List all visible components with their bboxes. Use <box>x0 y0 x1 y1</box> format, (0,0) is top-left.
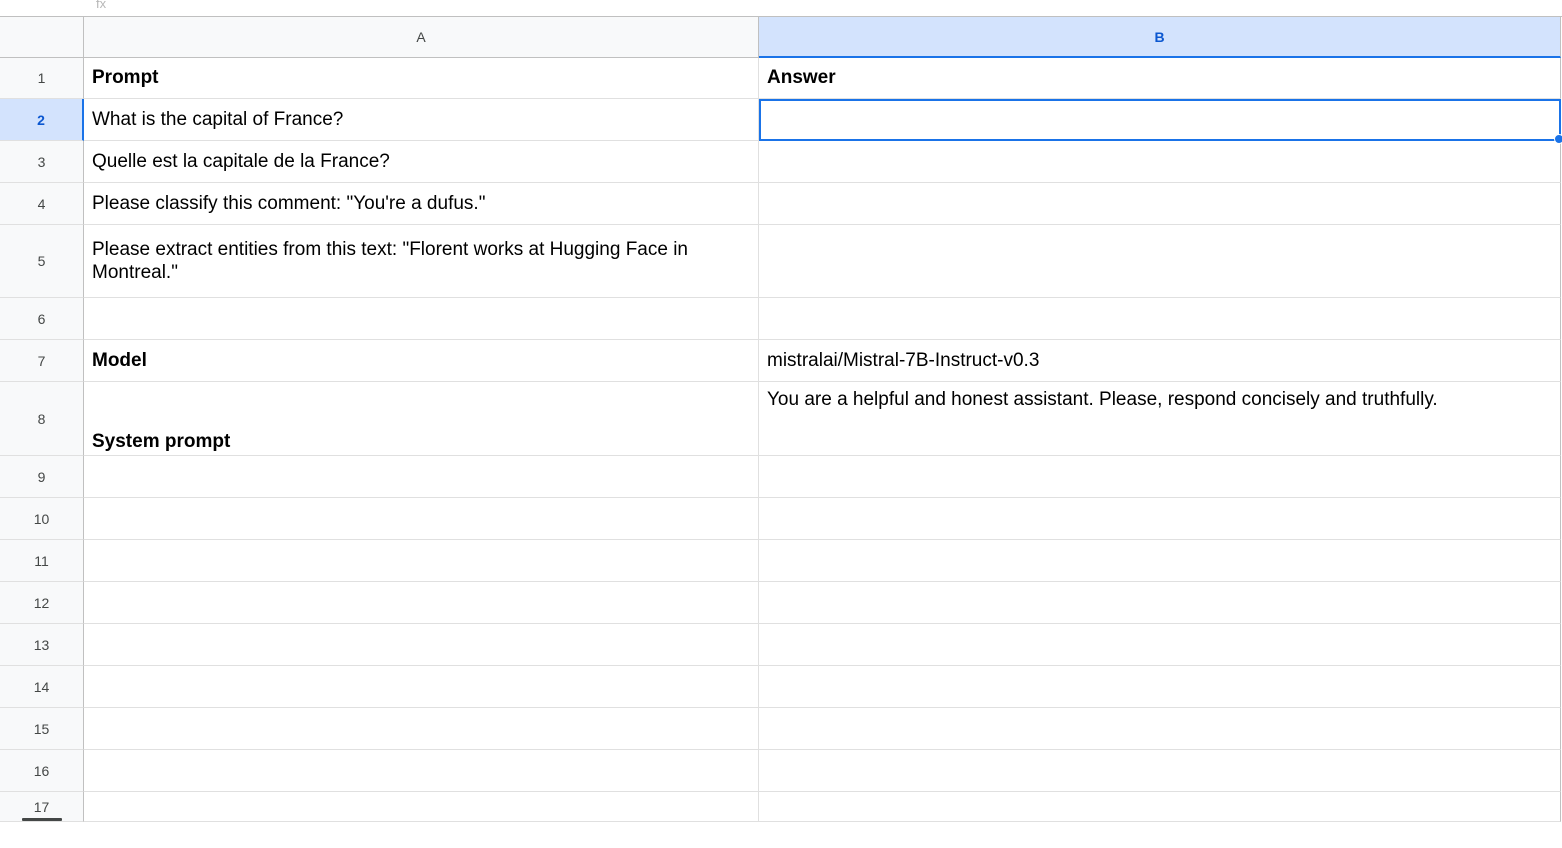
table-row <box>0 141 1562 183</box>
row-header-13[interactable]: 13 <box>0 624 84 666</box>
cell-B7[interactable]: mistralai/Mistral-7B-Instruct-v0.3 <box>759 340 1561 382</box>
cell-B12[interactable] <box>759 582 1561 624</box>
cell-B10[interactable] <box>759 498 1561 540</box>
table-row <box>0 750 1562 792</box>
table-row <box>0 382 1562 456</box>
cell-A16[interactable] <box>84 750 759 792</box>
spreadsheet-grid[interactable] <box>0 16 1562 822</box>
cell-B5[interactable] <box>759 225 1561 298</box>
table-row <box>0 624 1562 666</box>
row-header-16[interactable]: 16 <box>0 750 84 792</box>
table-row <box>0 666 1562 708</box>
cell-B6[interactable] <box>759 298 1561 340</box>
cell-B11[interactable] <box>759 540 1561 582</box>
cell-A9[interactable] <box>84 456 759 498</box>
cell-B9[interactable] <box>759 456 1561 498</box>
table-row <box>0 183 1562 225</box>
cell-A17[interactable] <box>84 792 759 822</box>
row-header-11[interactable]: 11 <box>0 540 84 582</box>
cell-A2[interactable]: What is the capital of France? <box>84 99 759 141</box>
row-header-6[interactable]: 6 <box>0 298 84 340</box>
cell-A13[interactable] <box>84 624 759 666</box>
cell-B1[interactable]: Answer <box>759 58 1561 99</box>
rows-container <box>0 58 1562 822</box>
cell-B17[interactable] <box>759 792 1561 822</box>
row-header-4[interactable]: 4 <box>0 183 84 225</box>
table-row <box>0 540 1562 582</box>
row-header-17[interactable]: 17 <box>0 792 84 822</box>
column-header-a[interactable]: A <box>84 17 759 58</box>
cell-A11[interactable] <box>84 540 759 582</box>
cell-B16[interactable] <box>759 750 1561 792</box>
cell-B4[interactable] <box>759 183 1561 225</box>
cell-A8[interactable]: System prompt <box>84 382 759 456</box>
cell-A10[interactable] <box>84 498 759 540</box>
cell-A14[interactable] <box>84 666 759 708</box>
cell-A5[interactable]: Please extract entities from this text: "Florent works at Hugging Face in Montreal." <box>84 225 759 298</box>
cell-B13[interactable] <box>759 624 1561 666</box>
cell-B8[interactable]: You are a helpful and honest assistant. Please, respond concisely and truthfully. <box>759 382 1561 456</box>
table-row <box>0 582 1562 624</box>
column-header-row <box>0 17 1562 58</box>
cell-A3[interactable]: Quelle est la capitale de la France? <box>84 141 759 183</box>
cell-A7[interactable]: Model <box>84 340 759 382</box>
cell-B15[interactable] <box>759 708 1561 750</box>
table-row <box>0 498 1562 540</box>
cell-B14[interactable] <box>759 666 1561 708</box>
row-header-7[interactable]: 7 <box>0 340 84 382</box>
table-row <box>0 340 1562 382</box>
table-row <box>0 708 1562 750</box>
formula-bar-text: fx <box>96 0 107 8</box>
row-header-10[interactable]: 10 <box>0 498 84 540</box>
table-row <box>0 456 1562 498</box>
row-header-15[interactable]: 15 <box>0 708 84 750</box>
row-header-12[interactable]: 12 <box>0 582 84 624</box>
row-resize-handle[interactable] <box>22 818 62 821</box>
cell-B3[interactable] <box>759 141 1561 183</box>
cell-A15[interactable] <box>84 708 759 750</box>
cell-A12[interactable] <box>84 582 759 624</box>
column-header-b[interactable]: B <box>759 17 1561 58</box>
formula-bar-sliver <box>0 0 1562 16</box>
table-row <box>0 58 1562 99</box>
row-header-9[interactable]: 9 <box>0 456 84 498</box>
table-row <box>0 225 1562 298</box>
row-header-14[interactable]: 14 <box>0 666 84 708</box>
cell-A6[interactable] <box>84 298 759 340</box>
table-row <box>0 298 1562 340</box>
row-header-1[interactable]: 1 <box>0 58 84 99</box>
cell-A1[interactable]: Prompt <box>84 58 759 99</box>
row-header-5[interactable]: 5 <box>0 225 84 298</box>
row-header-3[interactable]: 3 <box>0 141 84 183</box>
cell-A4[interactable]: Please classify this comment: "You're a dufus." <box>84 183 759 225</box>
row-header-2[interactable]: 2 <box>0 99 84 141</box>
select-all-corner[interactable] <box>0 17 84 58</box>
cell-B2[interactable] <box>759 99 1561 141</box>
table-row <box>0 792 1562 822</box>
table-row <box>0 99 1562 141</box>
row-header-8[interactable]: 8 <box>0 382 84 456</box>
